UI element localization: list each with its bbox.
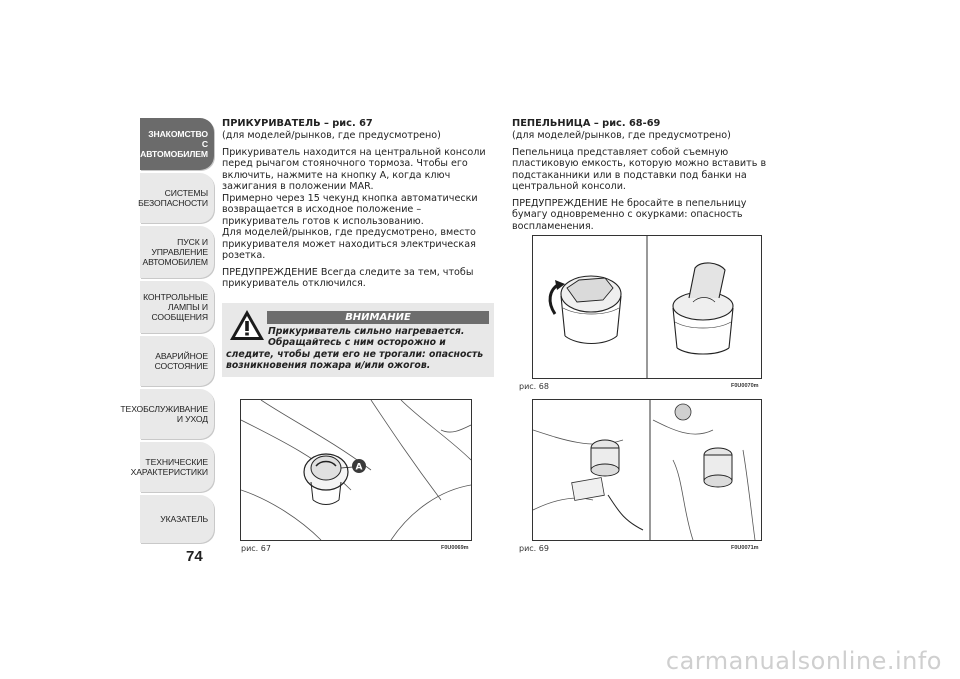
ashtray-heading: ПЕПЕЛЬНИЦА – рис. 68-69 bbox=[512, 118, 661, 129]
tab-label: ПУСК И УПРАВЛЕНИЕ АВТОМОБИЛЕМ bbox=[142, 237, 208, 267]
figure-67-caption: рис. 67 bbox=[241, 544, 271, 553]
marker-a-label: A bbox=[355, 462, 363, 473]
page-number: 74 bbox=[186, 548, 203, 565]
tab-warning-lights[interactable] bbox=[140, 281, 214, 333]
tab-label: КОНТРОЛЬНЫЕ ЛАМПЫ И СООБЩЕНИЯ bbox=[143, 292, 208, 322]
figure-67-cigarette-lighter bbox=[240, 399, 472, 541]
figure-69-caption: рис. 69 bbox=[519, 544, 549, 553]
tab-driving[interactable] bbox=[140, 226, 214, 278]
figure-69-code: F0U0071m bbox=[731, 545, 759, 551]
figure-68-code: F0U0070m bbox=[731, 383, 759, 389]
tab-label: УКАЗАТЕЛЬ bbox=[160, 514, 208, 524]
tab-safety[interactable] bbox=[140, 173, 214, 223]
tab-label: АВАРИЙНОЕ СОСТОЯНИЕ bbox=[154, 351, 208, 371]
tab-label: ТЕХНИЧЕСКИЕ ХАРАКТЕРИСТИКИ bbox=[130, 457, 208, 477]
warning-line-3: следите, чтобы дети его не трогали: опасность bbox=[226, 348, 484, 360]
lighter-section bbox=[222, 118, 494, 295]
figure-69-ashtray-in-console bbox=[532, 399, 762, 541]
lighter-para-4: ПРЕДУПРЕЖДЕНИЕ Всегда следите за тем, чтобы прикуриватель отключился. bbox=[222, 266, 474, 289]
tab-specifications[interactable] bbox=[130, 442, 214, 492]
lighter-subheading: (для моделей/рынков, где предусмотрено) bbox=[222, 130, 441, 141]
ashtray-para-2: ПРЕДУПРЕЖДЕНИЕ Не бросайте в пепельницу бумагу одновременно с окурками: опасность воспламенения. bbox=[512, 197, 747, 232]
tab-label: ЗНАКОМСТВО С АВТОМОБИЛЕМ bbox=[140, 129, 208, 159]
watermark: carmanualsonline.info bbox=[665, 647, 942, 675]
console-illustration bbox=[533, 400, 761, 540]
figure-68-ashtray bbox=[532, 235, 762, 379]
warning-line-2: Обращайтесь с ним осторожно и bbox=[268, 337, 446, 349]
warning-line-1: Прикуриватель сильно нагревается. bbox=[268, 326, 465, 337]
lighter-para-2: Примерно через 15 чекунд кнопка автоматически возвращается в исходное положение – прикуриватель готов к использованию. bbox=[222, 192, 478, 227]
warning-line-4: возникновения пожара и/или ожогов. bbox=[226, 359, 431, 371]
figure-68-caption: рис. 68 bbox=[519, 382, 549, 391]
ashtray-subheading: (для моделей/рынков, где предусмотрено) bbox=[512, 130, 731, 141]
tab-label: СИСТЕМЫ БЕЗОПАСНОСТИ bbox=[138, 188, 208, 208]
lighter-para-1: Прикуриватель находится на центральной консоли перед рычагом стояночного тормоза. Чтобы его включить, нажмите на кнопку А, когда ключ зажигания в положении MAR. bbox=[222, 146, 486, 192]
lighter-para-3: Для моделей/рынков, где предусмотрено, вместо прикуривателя может находиться электрическая розетка. bbox=[222, 227, 476, 261]
warning-text bbox=[226, 326, 488, 371]
figure-67-code: F0U0069m bbox=[441, 545, 469, 551]
lighter-heading: ПРИКУРИВАТЕЛЬ – рис. 67 bbox=[222, 118, 373, 129]
warning-box bbox=[222, 303, 494, 377]
ashtray-para-1: Пепельница представляет собой съемную пластиковую емкость, которую можно вставить в подстаканники или в подставки под банки на центральной консоли. bbox=[512, 146, 767, 192]
tab-index[interactable] bbox=[140, 495, 214, 543]
lighter-illustration bbox=[241, 400, 471, 540]
tab-emergency[interactable] bbox=[140, 336, 214, 386]
tab-label: ТЕХОБСЛУЖИВАНИЕ И УХОД bbox=[120, 404, 208, 424]
tab-introduction[interactable] bbox=[140, 118, 214, 170]
warning-header: ВНИМАНИЕ bbox=[267, 311, 489, 324]
ashtray-section bbox=[512, 118, 774, 237]
tab-maintenance[interactable] bbox=[120, 389, 214, 439]
ashtray-illustration bbox=[533, 236, 761, 378]
